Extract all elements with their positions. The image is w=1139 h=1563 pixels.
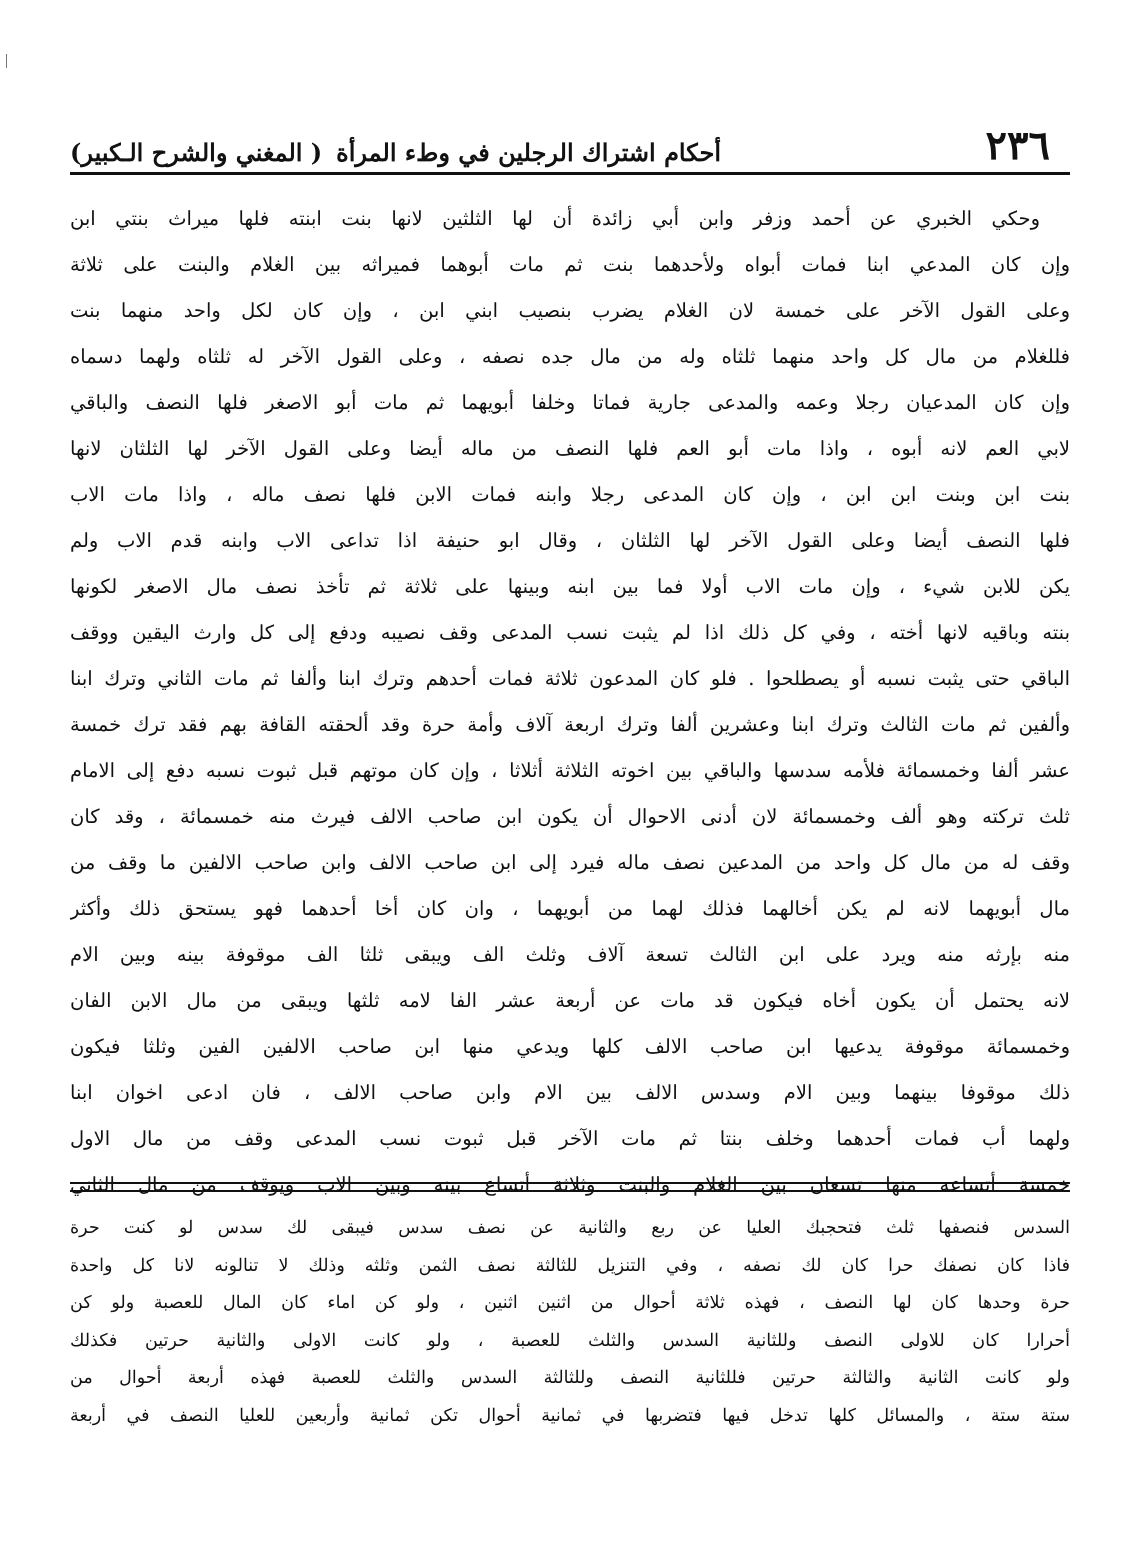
text-line: وإن كان المدعي ابنا فمات أبواه ولأحدهما بنت ثم مات أبوهما فميراثه بين الغلام والبنت على ثلاثة — [70, 253, 1070, 276]
text-line: ولهما أب فمات أحدهما وخلف بنتا ثم مات الآخر قبل ثبوت نسب المدعى وقف من مال الاول — [70, 1127, 1070, 1150]
margin-mark — [6, 54, 7, 68]
main-text — [70, 196, 1070, 1208]
text-line: وإن كان المدعيان رجلا وعمه والمدعى جارية فماتا وخلفا أبويهما ثم مات أبو الاصغر فلها النصف والباقي — [70, 391, 1070, 414]
footnote-line: حرة وحدها كان لها النصف ، فهذه ثلاثة أحوال من اثنين اثنين ، ولو كن اماء كان المال للعصبة ولو كن — [70, 1293, 1070, 1313]
header-rule — [70, 172, 1070, 175]
text-line: يكن للابن شيء ، وإن مات الاب أولا فما بين ابنه وبينها على ثلاثة ثم تأخذ نصف مال الاصغر لكونها — [70, 575, 1070, 598]
text-line: لابي العم لانه أبوه ، واذا مات أبو العم فلها النصف من ماله أيضا وعلى القول الآخر لها الثلثان لانها — [70, 437, 1070, 460]
text-line: وحكي الخبري عن أحمد وزفر وابن أبي زائدة أن لها الثلثين لانها بنت ابنته فلها ميراث بنتي ابن — [70, 207, 1040, 230]
text-line: فللغلام من مال كل واحد منهما ثلثاه وله من مال جده نصفه ، وعلى القول الآخر له ثلثاه ولهما دسماه — [70, 345, 1070, 368]
text-line: لانه يحتمل أن يكون أخاه فيكون قد مات عن أربعة عشر الفا لامه ثلثها ويبقى من مال الابن الفان — [70, 989, 1070, 1012]
book-page — [70, 110, 1070, 1510]
footnote-line: ولو كانت الثانية والثالثة حرتين فللثانية النصف وللثالثة السدس والثلث للعصبة فهذه أربعة أحوال من — [70, 1368, 1070, 1388]
text-line: منه بإرثه منه ويرد على ابن الثالث تسعة آلاف وثلث الف ويبقى ثلثا الف موقوفة بينه وبين الام — [70, 943, 1070, 966]
footnotes — [70, 1210, 1070, 1435]
footnote-line: السدس فنصفها ثلث فتحجبك العليا عن ربع والثانية عن نصف سدس فيبقى لك سدس لو كنت حرة — [70, 1218, 1070, 1238]
footnote-line: أحرارا كان للاولى النصف وللثانية السدس والثلث للعصبة ، ولو كانت الاولى والثانية حرتين فكذلك — [70, 1330, 1070, 1351]
text-line: وعلى القول الآخر على خمسة لان الغلام يضرب بنصيب ابني ابن ، وإن كان لكل واحد منهما بنت — [70, 299, 1070, 322]
text-line: بنته وباقيه لانها أخته ، وفي كل ذلك اذا لم يثبت نسب المدعى وقف نصيبه ودفع إلى كل وارث اليقين ووقف — [70, 621, 1070, 644]
page-number: ٢٣٦ — [985, 122, 1050, 169]
text-line: بنت ابن وبنت ابن ابن ، وإن كان المدعى رجلا وابنه فمات الابن فلها نصف ماله ، واذا مات الاب — [70, 483, 1070, 506]
text-line: الباقي حتى يثبت نسبه أو يصطلحوا . فلو كان المدعون ثلاثة فمات أحدهم وترك ابنا وألفا ثم مات الثاني وترك ابنا — [70, 667, 1070, 690]
running-title — [70, 137, 721, 167]
text-line: خمسة أتساعه منها تسعان بين الغلام والبنت وثلاثة أتساع بينه وبين الاب ويوقف من مال الثاني — [70, 1173, 1070, 1196]
text-line: ذلك موقوفا بينهما وبين الام وسدس الالف بين الام وابن صاحب الالف ، فان ادعى اخوان ابنا — [70, 1081, 1070, 1104]
footnote-line: فاذا كان نصفك حرا كان لك نصفه ، وفي التنزيل للثالثة نصف الثمن وثلثه وذلك لا تنالونه لانا كل واحدة — [70, 1255, 1070, 1276]
text-line: وخمسمائة موقوفة يدعيها ابن صاحب الالف كلها ويدعي منها ابن صاحب الالفين الفين وثلثا فيكون — [70, 1035, 1070, 1058]
text-line: وقف له من مال كل واحد من المدعين نصف ماله فيرد إلى ابن صاحب الالف وابن صاحب الالفين ما وقف من — [70, 851, 1070, 874]
text-line: وألفين ثم مات الثالث وترك ابنا وعشرين ألفا وترك اربعة آلاف وأمة حرة وقد ألحقته القافة بهم فقد ترك خمسة — [70, 713, 1070, 736]
text-line: فلها النصف أيضا وعلى القول الآخر لها الثلثان ، وقال ابو حنيفة اذا تداعى الاب وابنه قدم الاب ولم — [70, 529, 1070, 552]
page-header — [70, 110, 1070, 169]
text-line: ثلث تركته وهو ألف وخمسمائة لان أدنى الاحوال أن يكون ابن صاحب الالف فيرث منه خمسمائة ، وقد كان — [70, 805, 1070, 828]
footnote-line: ستة ستة ، والمسائل كلها تدخل فيها فتضربها في ثمانية أحوال تكن ثمانية وأربعين للعليا النصف في أربعة — [70, 1405, 1070, 1426]
footnote-separator — [70, 1182, 1070, 1192]
chapter-title: أحكام اشتراك الرجلين في وطء المرأة — [336, 137, 721, 167]
book-title: ( المغني والشرح الـكبير) — [70, 137, 323, 167]
text-line: عشر ألفا وخمسمائة فلأمه سدسها والباقي بين اخوته الثلاثة أثلاثا ، وإن كان موتهم قبل ثبوت نسبه دفع إلى الامام — [70, 759, 1070, 782]
text-line: مال أبويهما لانه لم يكن أخالهما فذلك لهما من أبويهما ، وان كان أخا أحدهما فهو يستحق ذلك وأكثر — [70, 897, 1070, 920]
